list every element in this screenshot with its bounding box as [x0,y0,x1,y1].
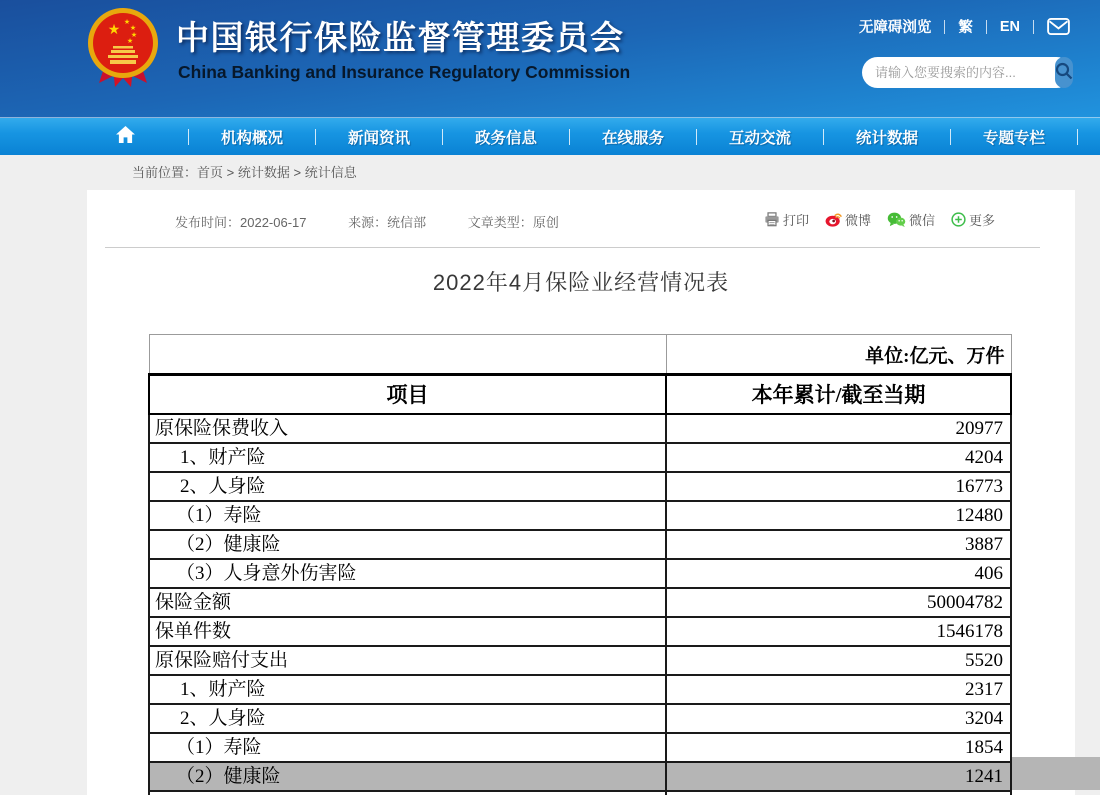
meta-divider [105,247,1040,248]
article-meta [175,212,597,231]
breadcrumb-link-1[interactable]: 首页 [197,165,224,180]
national-emblem-logo [86,6,160,95]
nav-item-3[interactable]: 政务信息 [474,129,537,147]
item-cell: 2、人身险 [149,704,666,733]
value-cell: 1546178 [666,617,1011,646]
table-row [149,501,1011,530]
item-cell: 保险金额 [149,588,666,617]
item-cell: 保单件数 [149,617,666,646]
share-toolbar [764,210,995,229]
value-cell: 5520 [666,646,1011,675]
article-source: 来源：统信部 [348,215,427,230]
item-cell: （1）寿险 [149,733,666,762]
breadcrumb: 当前位置：首页 > 统计数据 > 统计信息 [0,155,1100,190]
content-card [87,190,1075,795]
nav-item-1[interactable]: 机构概况 [220,129,283,147]
value-cell: 50004782 [666,588,1011,617]
value-cell [666,791,1011,795]
value-cell: 2317 [666,675,1011,704]
share-printer[interactable] [764,210,809,229]
svg-text:★: ★ [126,38,134,45]
table-row [149,414,1011,443]
svg-text:★: ★ [107,21,121,37]
table-row [149,791,1011,795]
nav-item-7[interactable]: 专题专栏 [982,129,1045,147]
table-row [149,472,1011,501]
table-wrapper [148,334,1012,795]
table-row [149,675,1011,704]
value-cell: 4204 [666,443,1011,472]
breadcrumb-link-2[interactable]: 统计数据 [237,165,290,180]
wechat-icon [887,212,906,227]
item-cell: 2、人身险 [149,472,666,501]
table-row [149,530,1011,559]
value-cell: 1854 [666,733,1011,762]
stats-table [148,334,1012,795]
value-cell: 3887 [666,530,1011,559]
top-link-3[interactable]: EN [999,18,1020,35]
item-cell: （2）健康险 [149,530,666,559]
nav-item-6[interactable]: 统计数据 [855,129,918,147]
table-row [149,588,1011,617]
share-label: 更多 [968,213,995,228]
top-link-2[interactable]: 繁 [958,20,973,36]
svg-text:★: ★ [123,19,131,26]
column-header-item: 项目 [149,375,666,414]
search-icon [1055,62,1073,83]
value-cell: 3204 [666,704,1011,733]
share-weibo[interactable] [825,210,871,229]
share-label: 微信 [908,213,935,228]
unit-empty-cell [149,335,666,375]
nav-item-4[interactable]: 在线服务 [601,129,664,147]
mail-icon[interactable] [1047,18,1070,35]
table-header-row [149,375,1011,414]
value-cell: 16773 [666,472,1011,501]
svg-text:★: ★ [130,32,138,39]
item-cell: （3）人身意外伤害险 [149,559,666,588]
nav-item-5[interactable]: 互动交流 [728,129,791,147]
site-header [0,0,1100,118]
item-cell: 原保险保费收入 [149,414,666,443]
column-header-value: 本年累计/截至当期 [666,375,1011,414]
weibo-icon [825,212,842,227]
item-cell [149,791,666,795]
table-row [149,646,1011,675]
unit-row [149,335,1011,375]
publish-time: 发布时间：2022-06-17 [175,215,307,230]
unit-note: 单位:亿元、万件 [666,335,1011,375]
item-cell: 原保险赔付支出 [149,646,666,675]
item-cell: （1）寿险 [149,501,666,530]
table-row [149,704,1011,733]
main-nav [0,118,1100,155]
share-label: 打印 [782,213,809,228]
printer-icon [764,212,780,227]
nav-item-2[interactable]: 新闻资讯 [347,129,410,147]
value-cell: 12480 [666,501,1011,530]
top-link-separator [1033,20,1034,34]
item-cell: 1、财产险 [149,443,666,472]
breadcrumb-link-3[interactable]: 统计信息 [304,165,357,180]
top-link-separator [944,20,945,34]
search-input[interactable] [862,65,1055,80]
search-button[interactable] [1055,57,1073,88]
article-type: 文章类型：原创 [467,215,559,230]
share-more[interactable] [951,210,995,229]
table-row [149,762,1011,791]
nav-home[interactable] [62,126,188,148]
item-cell: （2）健康险 [149,762,666,791]
share-label: 微博 [844,213,871,228]
site-subtitle: China Banking and Insurance Regulatory Commission [178,62,631,82]
search-box [862,57,1072,88]
top-link-1[interactable]: 无障碍浏览 [858,20,932,36]
table-row [149,559,1011,588]
item-cell: 1、财产险 [149,675,666,704]
nav-separator [1077,129,1078,145]
selection-highlight-spill [1012,757,1100,790]
breadcrumb-label: 当前位置： [132,165,198,180]
value-cell: 1241 [666,762,1011,791]
home-icon [116,126,135,148]
share-wechat[interactable] [887,210,935,229]
site-title: 中国银行保险监督管理委员会 [176,19,625,56]
svg-text:★: ★ [129,25,137,32]
table-row [149,733,1011,762]
value-cell: 406 [666,559,1011,588]
top-link-separator [986,20,987,34]
value-cell: 20977 [666,414,1011,443]
article-title: 2022年4月保险业经营情况表 [432,270,730,295]
table-row [149,443,1011,472]
utility-links [859,16,1070,37]
table-row [149,617,1011,646]
more-icon [951,212,966,227]
